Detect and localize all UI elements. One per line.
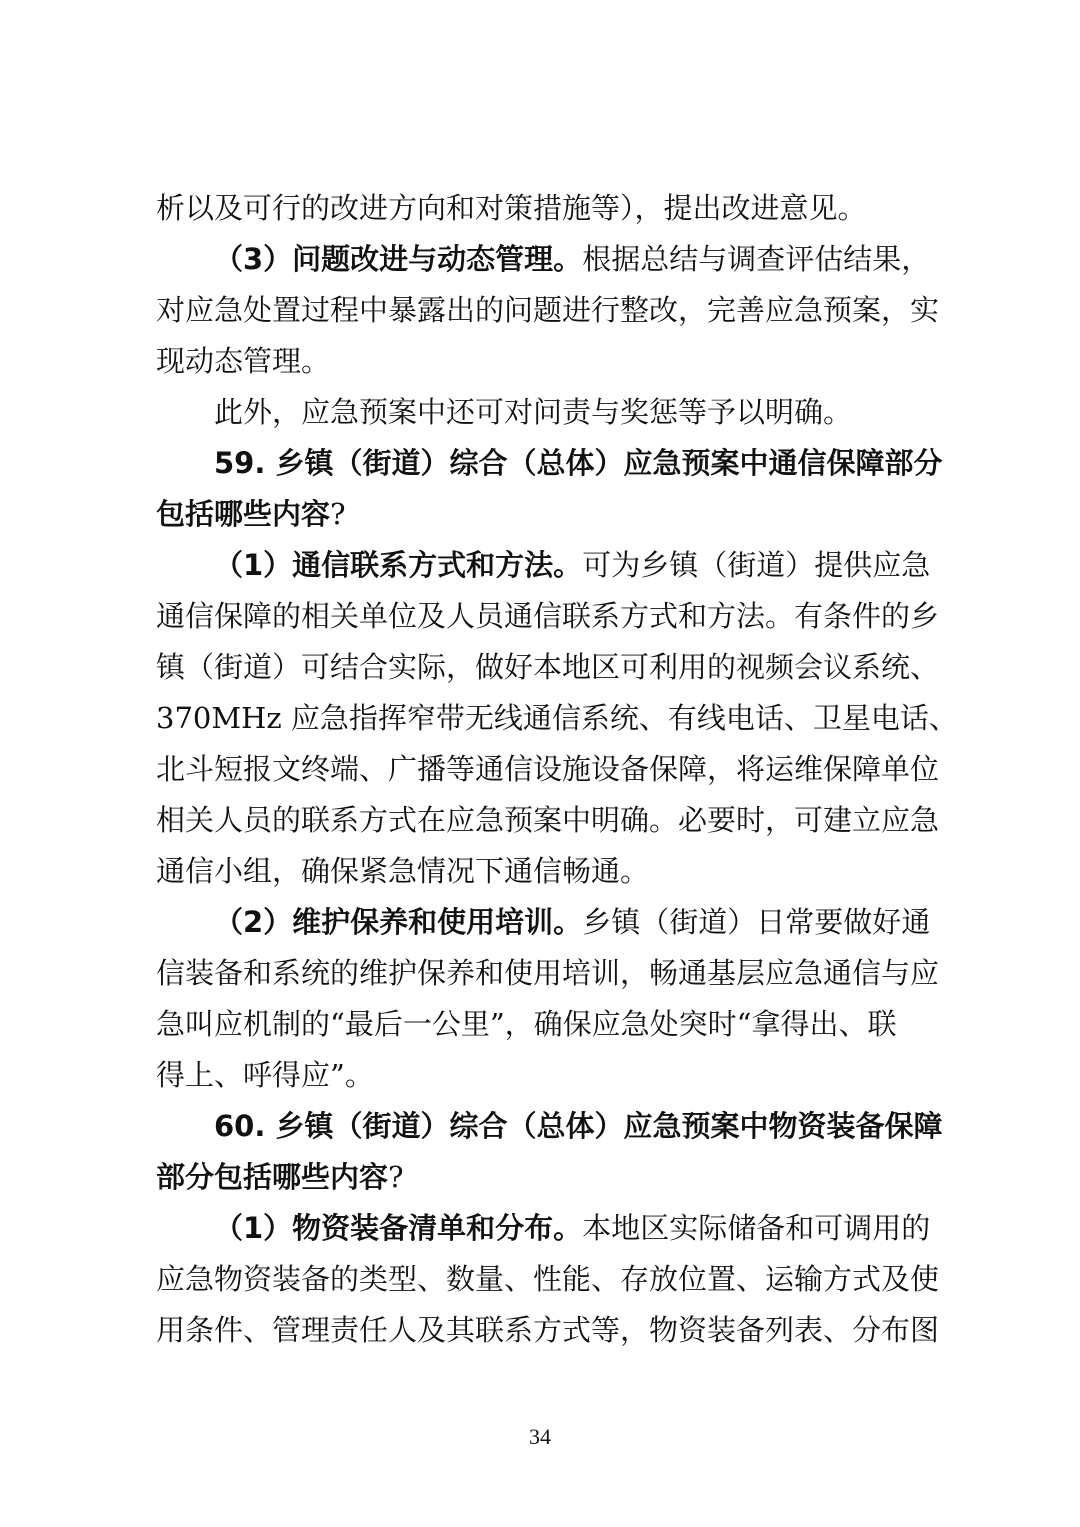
text-line: 相关人员的联系方式在应急预案中明确。必要时，可建立应急 <box>156 803 940 837</box>
body-text <box>156 183 958 1356</box>
text-line: 370MHz 应急指挥窄带无线通信系统、有线电话、卫星电话、 <box>156 701 958 735</box>
page-number: 34 <box>529 1424 551 1449</box>
list-item-heading: （1）物资装备清单和分布。本地区实际储备和可调用的 <box>214 1211 931 1245</box>
text-line: 通信小组，确保紧急情况下通信畅通。 <box>156 854 650 888</box>
text-line: 北斗短报文终端、广播等通信设施设备保障，将运维保障单位 <box>156 752 940 786</box>
list-item-heading: （3）问题改进与动态管理。根据总结与调查评估结果， <box>214 242 931 276</box>
text-line: 析以及可行的改进方向和对策措施等），提出改进意见。 <box>156 191 867 225</box>
question-heading: 59. 乡镇（街道）综合（总体）应急预案中通信保障部分 <box>214 446 943 480</box>
text-line: 用条件、管理责任人及其联系方式等，物资装备列表、分布图 <box>156 1313 940 1347</box>
text-line: 对应急处置过程中暴露出的问题进行整改，完善应急预案，实 <box>156 293 940 327</box>
text-line: 得上、呼得应”。 <box>156 1058 374 1092</box>
text-line: 通信保障的相关单位及人员通信联系方式和方法。有条件的乡 <box>156 599 940 633</box>
list-item-heading: （1）通信联系方式和方法。可为乡镇（街道）提供应急 <box>214 548 931 582</box>
text-line: 此外，应急预案中还可对问责与奖惩等予以明确。 <box>214 395 853 429</box>
text-line: 应急物资装备的类型、数量、性能、存放位置、运输方式及使 <box>156 1262 940 1296</box>
text-line: 现动态管理。 <box>156 344 331 378</box>
text-line: 急叫应机制的“最后一公里”，确保应急处突时“拿得出、联 <box>156 1007 897 1041</box>
text-line: 镇（街道）可结合实际，做好本地区可利用的视频会议系统、 <box>156 650 940 684</box>
question-heading: 60. 乡镇（街道）综合（总体）应急预案中物资装备保障 <box>214 1109 943 1143</box>
list-item-heading: （2）维护保养和使用培训。乡镇（街道）日常要做好通 <box>214 905 931 939</box>
question-heading: 包括哪些内容? <box>156 497 346 531</box>
question-heading: 部分包括哪些内容? <box>156 1160 404 1194</box>
text-line: 信装备和系统的维护保养和使用培训，畅通基层应急通信与应 <box>156 956 940 990</box>
